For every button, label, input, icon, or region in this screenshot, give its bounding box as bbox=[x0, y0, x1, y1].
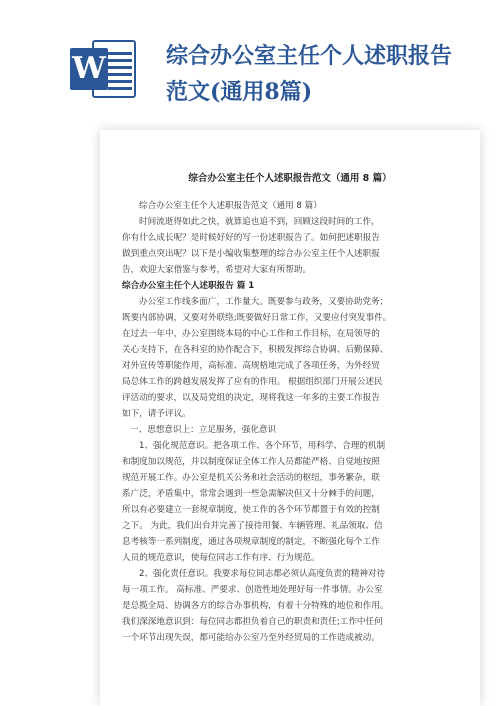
document-line: 做到重点突出呢？以下是小编收集整理的综合办公室主任个人述职报 bbox=[122, 249, 380, 259]
document-line: 告，欢迎大家借鉴与参考，希望对大家有所帮助。 bbox=[122, 265, 312, 275]
document-line: 评活动的要求，以及局党组的决定，现将我这一年多的主要工作报告 bbox=[122, 393, 380, 403]
document-line: 对外宣传等职能作用，高标准、高规格地完成了各项任务，为外经贸 bbox=[122, 361, 380, 371]
document-line: 你有什么成长呢？是时候好好的写一份述职报告了。如何把述职报告 bbox=[122, 233, 380, 243]
section-heading: 综合办公室主任个人述职报告 篇 1 bbox=[122, 281, 255, 291]
page-title: 综合办公室主任个人述职报告范文(通用8篇) bbox=[166, 43, 453, 105]
document-line: 在过去一年中，办公室围绕本局的中心工作和工作目标，在局领导的 bbox=[122, 329, 380, 339]
document-heading: 综合办公室主任个人述职报告范文（通用 8 篇） bbox=[188, 173, 392, 184]
document-line: 时间流逝得如此之快，就算追也追不到，回顾这段时间的工作， bbox=[139, 217, 380, 227]
document-line: 每一项工作。 高标准、严要求、创造性地处理好每一件事情。办公室 bbox=[122, 585, 383, 595]
document-line: 2、强化责任意识。我要求每位同志都必须认高度负责的精神对待 bbox=[139, 569, 386, 579]
document-line: 是总揽全局、协调各方的综合办事机构，有着十分特殊的地位和作用。 bbox=[122, 601, 389, 611]
document-line: 规范开展工作。办公室是机关公务和社会活动的枢纽，事务繁杂，联 bbox=[122, 473, 380, 483]
document-line: 如下，请予评议。 bbox=[122, 409, 191, 419]
header bbox=[0, 0, 500, 120]
word-icon bbox=[70, 40, 138, 100]
document-line: 办公室工作线多面广，工作量大。既要参与政务，又要协助党务； bbox=[139, 297, 389, 307]
document-line: 人员的规范意识，使每位同志工作有序、行为规范。 bbox=[122, 553, 320, 563]
document-page bbox=[100, 130, 480, 706]
document-line: 关心支持下，在各科室的协作配合下，积极发挥综合协调、后勤保障、 bbox=[122, 345, 389, 355]
document-line: 一个环节出现失误，都可能给办公室乃至外经贸局的工作造成被动。 bbox=[122, 633, 380, 643]
document-line: 我们深深地意识到：每位同志都担负着自己的职责和责任;工作中任何 bbox=[122, 617, 383, 627]
document-line: 综合办公室主任个人述职报告范文（通用 8 篇） bbox=[139, 201, 322, 211]
document-line: 系广泛，矛盾集中，常常会遇到一些急需解决但又十分棘手的问题， bbox=[122, 489, 380, 499]
document-line: 之下。 为此，我们出台并完善了接待用餐、车辆管理、礼品领取、信 bbox=[122, 521, 383, 531]
document-line: 1、强化规范意识。把各项工作、各个环节，用科学、合理的机制 bbox=[139, 441, 386, 451]
document-line: 既要内部协调，又要对外联络;既要做好日常工作，又要应付突发事件。 bbox=[122, 313, 392, 323]
document-line: 所以有必要建立一套规章制度，使工作的各个环节都置于有效的控制 bbox=[122, 505, 380, 515]
document-line: 局总体工作的跨越发展发挥了应有的作用。 根据组织部门开展公述民 bbox=[122, 377, 383, 387]
word-badge: W bbox=[70, 48, 108, 90]
document-line: 息考核等一系列制度，通过各项规章制度的制定，不断强化每个工作 bbox=[122, 537, 380, 547]
subsection-heading: 一、思想意识上：立足服务，强化意识 bbox=[130, 425, 277, 435]
document-line: 和制度加以规范，并以制度保证全体工作人员都能严格、自觉地按照 bbox=[122, 457, 380, 467]
